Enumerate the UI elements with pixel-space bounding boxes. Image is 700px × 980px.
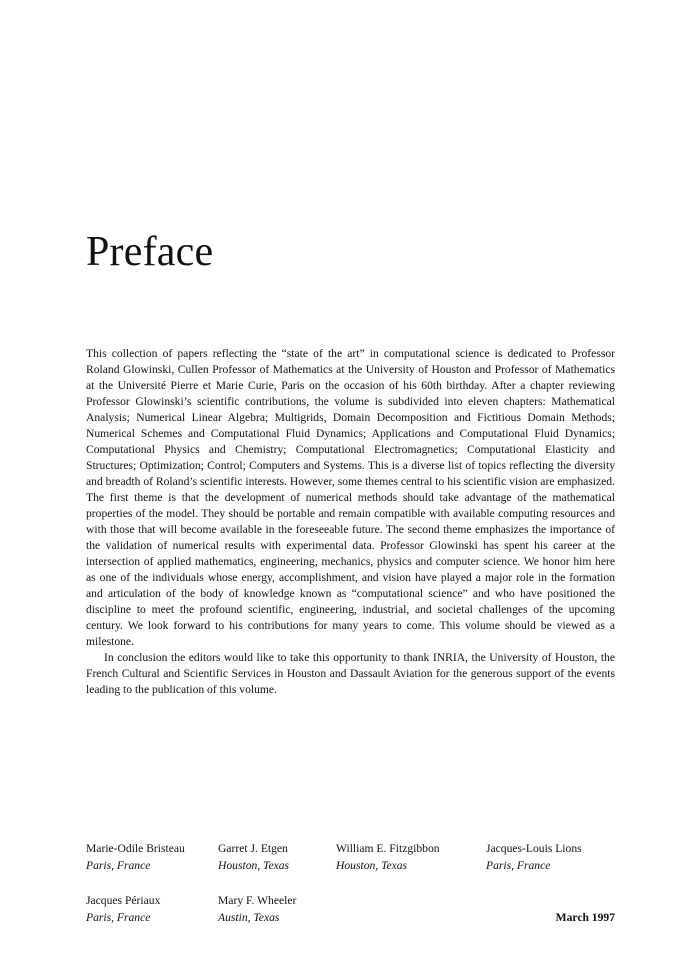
editor-name: Mary F. Wheeler [218,894,297,907]
preface-date: March 1997 [555,911,615,924]
editor-location: Paris, France [86,859,151,872]
editor-location: Paris, France [86,911,151,924]
editor-name: Marie-Odile Bristeau [86,842,185,855]
editor-entry [86,840,185,874]
preface-body [86,346,615,698]
editor-location: Austin, Texas [218,911,280,924]
editor-entry [218,892,296,926]
page-title: Preface [86,229,214,275]
editor-location: Paris, France [486,859,551,872]
editor-entry [336,840,440,874]
editor-entry [86,892,160,926]
editor-name: Garret J. Etgen [218,842,288,855]
editor-entry [218,840,289,874]
paragraph: This collection of papers reflecting the “state of the art” in computational science is dedicated to Professor Roland Glowinski, Cullen Professor of Mathematics at the University of Houston and Professor of Mathematics at the Université Pierre et Marie Curie, Paris on the occasion of his 60th birthday. After a chapter reviewing Professor Glowinski’s scientific contributions, the volume is subdivided into eleven chapters: Mathematical Analysis; Numerical Linear Algebra; Multigrids, Domain Decomposition and Fictitious Domain Methods; Numerical Schemes and Computational Fluid Dynamics; Applications and Computational Fluid Dynamics; Computational Physics and Chemistry; Computational Electromagnetics; Computational Elasticity and Structures; Optimization; Control; Computers and Systems. This is a diverse list of topics reflecting the diversity and breadth of Roland’s scientific interests. However, some themes central to his scientific vision are emphasized. The first theme is that the development of numerical methods should take advantage of the mathematical properties of the model. They should be portable and remain compatible with available computing resources and with those that will become available in the foreseeable future. The second theme emphasizes the importance of the validation of numerical results with experimental data. Professor Glowinski has spent his career at the intersection of applied mathematics, engineering, mechanics, physics and computer science. We honor him here as one of the individuals whose energy, accomplishment, and vision have played a major role in the formation and articulation of the body of knowledge known as “computational science” and who have positioned the discipline to meet the profound scientific, engineering, industrial, and societal challenges of the upcoming century. We look forward to his contributions for many years to come. This volume should be viewed as a milestone. [86,347,615,648]
editor-name: Jacques Périaux [86,894,161,907]
editor-entry [486,840,582,874]
editor-location: Houston, Texas [218,859,290,872]
editor-location: Houston, Texas [336,859,408,872]
editor-name: Jacques-Louis Lions [486,842,582,855]
editor-name: William E. Fitzgibbon [336,842,440,855]
paragraph: In conclusion the editors would like to take this opportunity to thank INRIA, the University of Houston, the French Cultural and Scientific Services in Houston and Dassault Aviation for the generous support of the events leading to the publication of this volume. [86,651,615,696]
